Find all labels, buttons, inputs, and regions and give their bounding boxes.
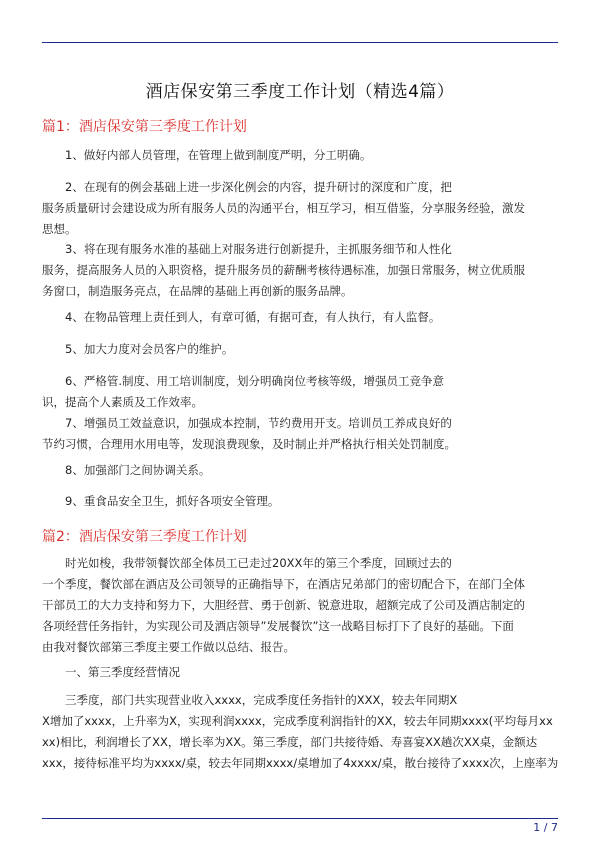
text-line: 节约习惯，合理用水用电等，发现浪费现象，及时制止并严格执行相关处罚制度。	[42, 437, 456, 451]
text-line: 5、加大力度对会员客户的维护。	[42, 342, 234, 356]
text-line: X增加了xxxx，上升率为X，实现利润xxxx，完成季度利润指针的XX，较去年同期xxxx(平均每月xx	[42, 714, 553, 728]
paragraph-s1-2	[42, 177, 558, 240]
paragraph-s1-7	[42, 413, 558, 455]
text-line: 各项经营任务指针，为实现公司及酒店领导”发展餐饮”这一战略目标打下了良好的基础。下面	[42, 619, 514, 633]
text-line: 2、在现有的例会基础上进一步深化例会的内容，提升研讨的深度和广度，把	[42, 180, 452, 194]
text-line: 由我对餐饮部第三季度主要工作做以总结、报告。	[42, 640, 295, 654]
paragraph-s1-6	[42, 371, 558, 413]
text-line: 服务，提高服务人员的入职资格，提升服务员的薪酬考核待遇标准，加强日常服务，树立优质服	[42, 263, 525, 277]
header-rule	[42, 42, 558, 43]
paragraph-s2-2	[42, 662, 558, 683]
text-line: xxx，接待标准平均为xxxx/桌，较去年同期xxxx/桌增加了4xxxx/桌，散台接待了xxxx次，上座率为	[42, 756, 559, 770]
text-line: 识，提高个人素质及工作效率。	[42, 395, 203, 409]
paragraph-s2-3	[42, 690, 558, 774]
text-line: 4、在物品管理上责任到人，有章可循，有据可查，有人执行，有人监督。	[42, 310, 441, 324]
document-title: 酒店保安第三季度工作计划（精选4篇）	[145, 82, 455, 102]
paragraph-s1-5	[42, 339, 558, 360]
text-line: 9、重食品安全卫生，抓好各项安全管理。	[42, 494, 280, 508]
text-line: 三季度，部门共实现营业收入xxxx，完成季度任务指针的XXX，较去年同期X	[42, 693, 458, 707]
paragraph-s1-8	[42, 460, 558, 481]
text-line: 7、增强员工效益意识，加强成本控制，节约费用开支。培训员工养成良好的	[42, 416, 452, 430]
text-line: 8、加强部门之间协调关系。	[42, 463, 211, 477]
paragraph-s1-9	[42, 491, 558, 512]
text-line: 时光如梭，我带领餐饮部全体员工已走过20XX年的第三个季度，回顾过去的	[42, 556, 452, 570]
paragraph-s2-1	[42, 553, 558, 658]
page-indicator: 1 / 7	[533, 821, 558, 834]
text-line: 一、第三季度经营情况	[42, 665, 180, 679]
text-line: 干部员工的大力支持和努力下，大胆经营、勇于创新、锐意进取，超额完成了公司及酒店制定的	[42, 598, 525, 612]
text-line: 1、做好内部人员管理，在管理上做到制度严明，分工明确。	[42, 148, 372, 162]
text-line: xx)相比，利润增长了XX，增长率为XX。第三季度，部门共接待婚、寿喜宴XX趟次XX桌，金额达	[42, 735, 538, 749]
text-line: 服务质量研讨会建设成为所有服务人员的沟通平台，相互学习，相互借鉴，分享服务经验，激发	[42, 201, 525, 215]
text-line: 思想。	[42, 222, 77, 236]
text-line: 一个季度，餐饮部在酒店及公司领导的正确指导下，在酒店兄弟部门的密切配合下，在部门全体	[42, 577, 525, 591]
section-heading-2: 篇2：酒店保安第三季度工作计划	[42, 529, 247, 545]
footer-rule	[42, 818, 558, 819]
text-line: 务窗口，制造服务亮点，在品牌的基础上再创新的服务品牌。	[42, 284, 353, 298]
paragraph-s1-3	[42, 239, 558, 302]
section-heading-1: 篇1：酒店保安第三季度工作计划	[42, 119, 247, 135]
text-line: 3、将在现有服务水准的基础上对服务进行创新提升，主抓服务细节和人性化	[42, 242, 452, 256]
paragraph-s1-1	[42, 145, 558, 166]
paragraph-s1-4	[42, 307, 558, 328]
text-line: 6、严格管.制度、用工培训制度，划分明确岗位考核等级，增强员工竞争意	[42, 374, 444, 388]
